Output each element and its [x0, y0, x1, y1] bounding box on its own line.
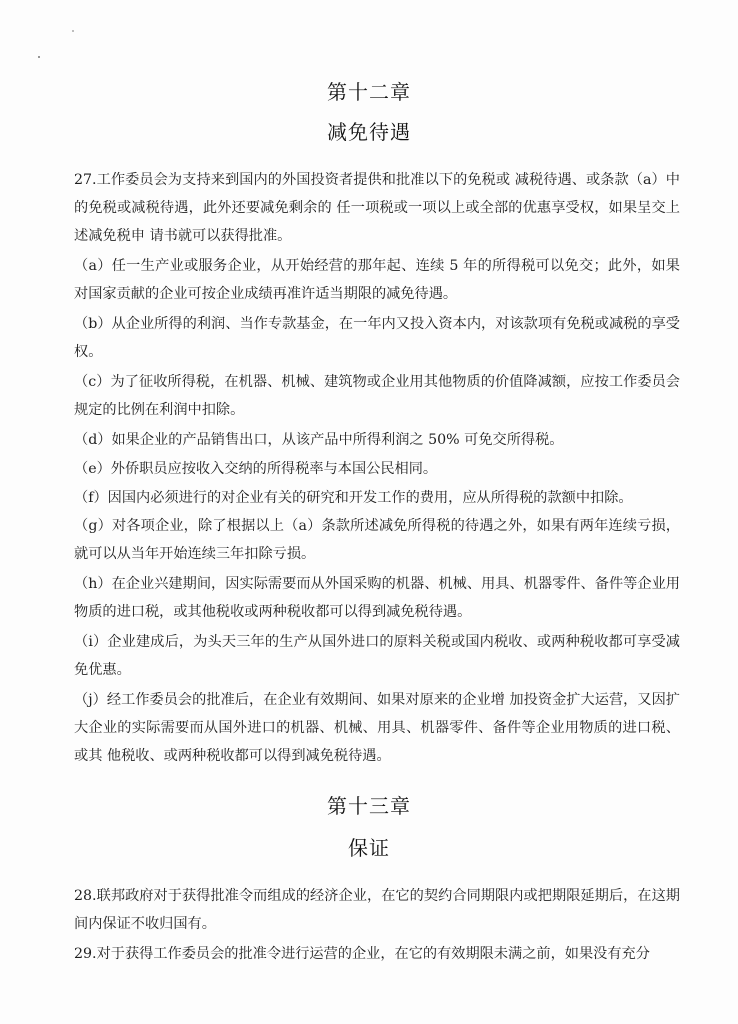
article-28: 28.联邦政府对于获得批准令而组成的经济企业，在它的契约合同期限内或把期限延期后，在这期间内保证不收归国有。 — [74, 888, 680, 932]
article-27-clause-a: （a）任一生产业或服务企业，从开始经营的那年起、连续 5 年的所得税可以免交；此外，如果对国家贡献的企业可按企业成绩再准许适当期限的减免待遇。 — [74, 258, 680, 302]
article-27-clause-h: （h）在企业兴建期间，因实际需要而从外国采购的机器、机械、用具、机器零件、备件等企业用物质的进口税，或其他税收或两种税收都可以得到减免税待遇。 — [74, 576, 680, 620]
chapter-13-number: 第十三章 — [327, 794, 411, 818]
chapter-12-title: 减免待遇 — [327, 120, 411, 144]
chapter-12-number: 第十二章 — [327, 80, 411, 104]
article-27-clause-g: （g）对各项企业，除了根据以上（a）条款所述减免所得税的待遇之外，如果有两年连续亏损，就可以从当年开始连续三年扣除亏损。 — [74, 518, 680, 562]
article-27-intro: 27.工作委员会为支持来到国内的外国投资者提供和批准以下的免税或 减税待遇、或条款（a）中的免税或减税待遇，此外还要减免剩余的 任一项税或一项以上或全部的优惠享受权，如果呈交上述减免税申 请书就可以获得批准。 — [74, 172, 680, 244]
scan-speck — [72, 30, 74, 32]
scan-speck — [38, 56, 40, 58]
article-27-clause-f: （f）因国内必须进行的对企业有关的研究和开发工作的费用，应从所得税的款额中扣除。 — [74, 490, 633, 506]
article-27-clause-i: （i）企业建成后，为头天三年的生产从国外进口的原料关税或国内税收、或两种税收都可享受减免优惠。 — [74, 634, 680, 678]
article-27-clause-e: （e）外侨职员应按收入交纳的所得税率与本国公民相同。 — [74, 461, 438, 477]
article-29: 29.对于获得工作委员会的批准令进行运营的企业，在它的有效期限未满之前，如果没有充分 — [74, 946, 650, 962]
article-27-clause-b: （b）从企业所得的利润、当作专款基金，在一年内又投入资本内，对该款项有免税或减税的享受权。 — [74, 316, 680, 360]
article-27-clause-c: （c）为了征收所得税，在机器、机械、建筑物或企业用其他物质的价值降减额，应按工作委员会规定的比例在利润中扣除。 — [74, 374, 680, 418]
chapter-13-title: 保证 — [348, 836, 390, 860]
article-27-clause-j: （j）经工作委员会的批准后，在企业有效期间、如果对原来的企业增 加投资金扩大运营，又因扩大企业的实际需要而从国外进口的机器、机械、用具、机器零件、备件等企业用物质的进口税、或其 他税收、或两种税收都可以得到减免税待遇。 — [74, 692, 680, 764]
article-27-clause-d: （d）如果企业的产品销售出口，从该产品中所得利润之 50% 可免交所得税。 — [74, 432, 564, 448]
